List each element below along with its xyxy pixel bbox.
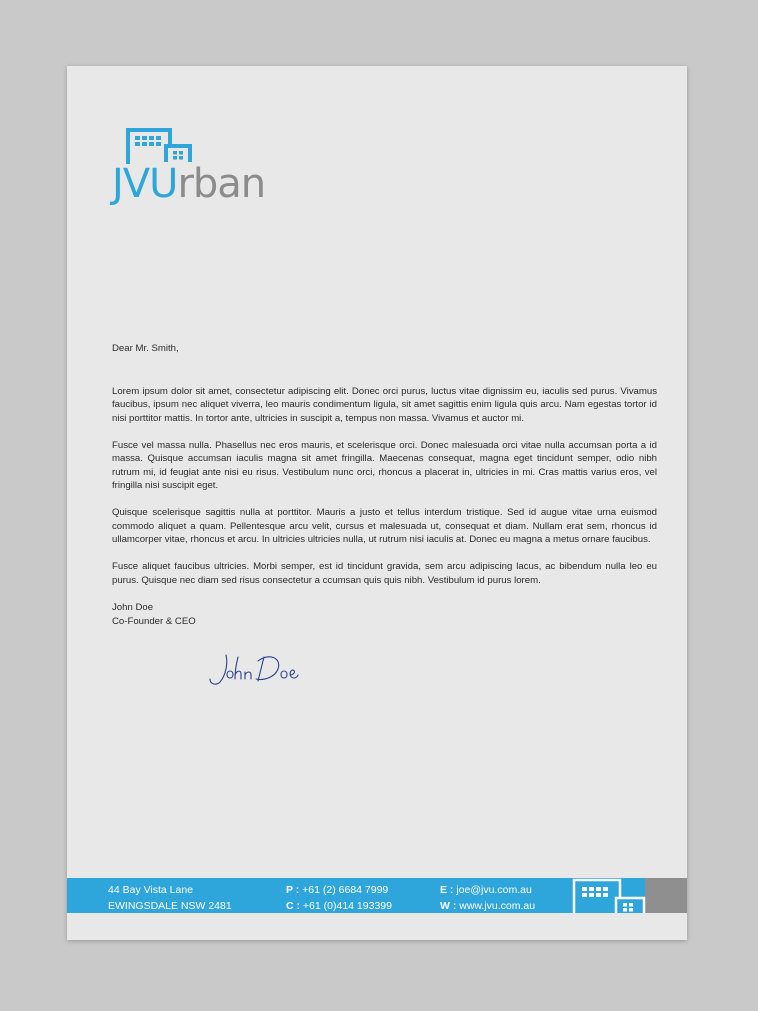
email-label: E : [440,884,454,896]
signer-name: John Doe [112,602,154,613]
paragraph-4: Fusce aliquet faucibus ultricies. Morbi semper, est id tincidunt gravida, sem arcu adipiscing lacus, ac bibendum nulla leo eu purus. Quisque nec diam sed risus consectetur a ccumsan quis quis nibh. Vestibulum id purus lorem. [112,561,657,586]
paragraph-2: Fusce vel massa nulla. Phasellus nec eros mauris, et scelerisque orci. Donec malesuada orci vitae nulla accumsan porta a id massa. Quisque accumsan iaculis magna sit amet fringilla. Maecenas consequat, magna eget tincidunt semper, odio nibh rutrum mi, id feugiat ante nisi eu risus. Vestibulum nunc orci, rhoncus a placerat in, ultricies in mi. Cras mattis varius eros, vel fringilla nisi suscipit eget. [112,439,657,491]
cell-label: C : [286,900,300,912]
email-value: joe@jvu.com.au [456,884,532,896]
footer-phones [286,882,392,914]
address-line2: EWINGSDALE NSW 2481 [108,900,232,912]
greeting: Dear Mr. Smith, [112,343,179,354]
brand-part2: rban [177,161,266,207]
company-logo [112,126,312,210]
letterhead-page [67,66,687,940]
phone-label: P : [286,884,300,896]
handwritten-signature [208,651,300,687]
footer-contacts [440,882,535,914]
buildings-icon [126,128,198,164]
email-row [440,882,535,898]
brand-wordmark [112,160,265,208]
cell-value: +61 (0)414 193399 [302,900,392,912]
letter-body [112,342,657,628]
web-label: W : [440,900,457,912]
phone-row [286,882,392,898]
web-value: www.jvu.com.au [459,900,536,912]
footer-buildings-icon [572,878,646,913]
paragraph-3: Quisque scelerisque sagittis nulla at porttitor. Mauris a justo et tellus interdum tristique. Sed id augue vitae urna euismod commodo aliquet a quam. Pellentesque arcu velit, cursus et malesuada ut, consequat et diam. Nullam erat sem, rhoncus id ullamcorper vitae, rhoncus et arcu. In ultricies ultricies nulla, ut rutrum nisi iaculis at. Donec eu magna a metus ornare faucibus. [112,507,657,545]
brand-part1: JVU [112,161,178,207]
paragraph-1: Lorem ipsum dolor sit amet, consectetur adipiscing elit. Donec orci purus, luctus vitae dignissim eu, iaculis sed purus. Vivamus faucibus, ipsum nec aliquet viverra, leo mauris condimentum ligula, sit amet sagittis enim ligula quis arcu. Nam egestas tortor id nisi porttitor mattis. In tortor ante, ultricies in suscipit a, tempus non massa. Vivamus et auctor mi. [112,385,657,424]
cell-row [286,898,392,914]
web-row [440,898,535,914]
footer-address [108,882,232,914]
footer-band [67,878,687,913]
address-line1: 44 Bay Vista Lane [108,884,194,896]
phone-value: +61 (2) 6684 7999 [302,884,389,896]
footer-grey-block [645,878,687,913]
signer-title: Co-Founder & CEO [112,615,196,627]
